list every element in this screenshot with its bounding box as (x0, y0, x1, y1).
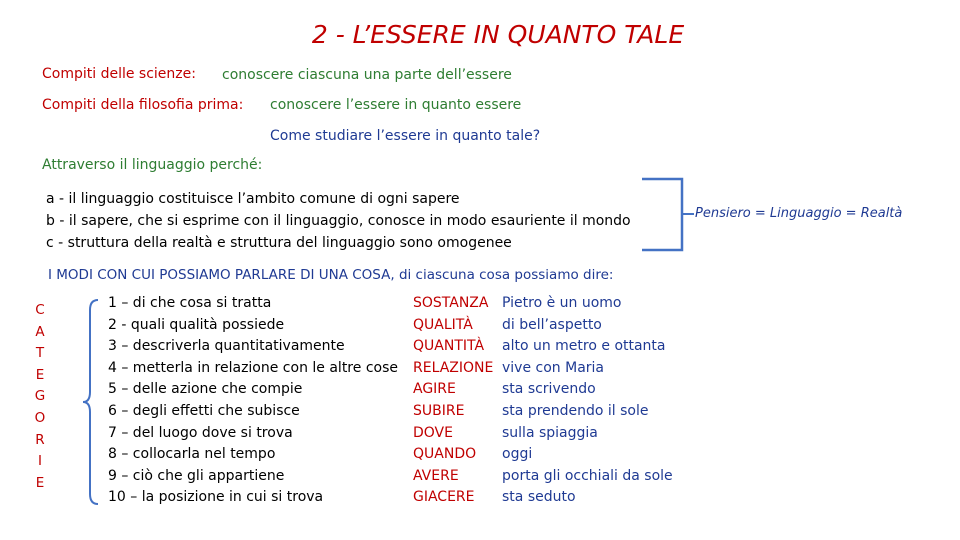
attraverso-text: Attraverso il linguaggio perché: (42, 157, 263, 173)
category-example: di bell’aspetto (502, 316, 602, 333)
category-description: 9 – ciò che gli appartiene (108, 467, 285, 484)
category-example: sta scrivendo (502, 381, 596, 398)
category-example: porta gli occhiali da sole (502, 467, 673, 484)
category-example: sta seduto (502, 489, 576, 506)
category-description: 4 – metterla in relazione con le altre cose (108, 359, 398, 376)
category-name: DOVE (413, 424, 453, 441)
equation-text: Pensiero = Linguaggio = Realtà (695, 206, 903, 221)
bracket-arrow (640, 176, 698, 254)
category-example: vive con Maria (502, 359, 604, 376)
reasons-list (46, 188, 631, 254)
filosofia-label: Compiti della filosofia prima: (42, 97, 244, 113)
category-example: Pietro è un uomo (502, 295, 622, 311)
category-description: 3 – descriverla quantitativamente (108, 338, 345, 355)
category-name: QUANDO (413, 446, 477, 463)
scienze-label: Compiti delle scienze: (42, 66, 196, 82)
category-description: 8 – collocarla nel tempo (108, 446, 276, 463)
categorie-letter: R (35, 431, 45, 448)
categorie-letter: C (35, 302, 45, 318)
category-example: sta prendendo il sole (502, 402, 649, 419)
page-title: 2 - L’ESSERE IN QUANTO TALE (311, 20, 685, 49)
category-name: AVERE (413, 467, 459, 484)
reason-b: b - il sapere, che si esprime con il linguaggio, conosce in modo esauriente il mondo (46, 213, 631, 229)
category-example: sulla spiaggia (502, 424, 598, 441)
category-examples (502, 293, 673, 509)
category-descriptions (108, 293, 398, 509)
category-names (413, 293, 493, 509)
category-name: QUANTITÀ (413, 338, 485, 355)
category-name: AGIRE (413, 381, 456, 398)
reason-c: c - struttura della realtà e struttura del linguaggio sono omogenee (46, 235, 512, 251)
categorie-letter: O (34, 409, 46, 426)
filosofia-text: conoscere l’essere in quanto essere (270, 97, 522, 113)
category-description: 2 - quali qualità possiede (108, 316, 285, 333)
category-name: SOSTANZA (413, 295, 489, 311)
categorie-letter: E (35, 474, 45, 491)
category-description: 6 – degli effetti che subisce (108, 402, 300, 419)
modi-header: I MODI CON CUI POSSIAMO PARLARE DI UNA COSA, di ciascuna cosa possiamo dire: (48, 267, 614, 283)
category-example: oggi (502, 446, 533, 463)
categorie-letter: T (35, 345, 45, 362)
categorie-letter: I (38, 453, 42, 470)
category-description: 7 – del luogo dove si trova (108, 424, 293, 441)
question-text: Come studiare l’essere in quanto tale? (270, 128, 541, 144)
category-name: GIACERE (413, 489, 475, 506)
reason-a: a - il linguaggio costituisce l’ambito comune di ogni sapere (46, 191, 460, 207)
category-description: 10 – la posizione in cui si trova (108, 489, 324, 506)
left-brace (80, 296, 104, 508)
scienze-text: conoscere ciascuna una parte dell’essere (222, 67, 512, 83)
categorie-letter: E (35, 366, 45, 383)
categorie-letter: A (35, 323, 45, 340)
category-name: SUBIRE (413, 402, 465, 419)
categorie-vertical (30, 302, 50, 496)
categorie-letter: G (34, 388, 46, 405)
category-description: 1 – di che cosa si tratta (108, 295, 272, 311)
category-name: QUALITÀ (413, 316, 473, 333)
category-description: 5 – delle azione che compie (108, 381, 303, 398)
category-example: alto un metro e ottanta (502, 338, 666, 355)
category-name: RELAZIONE (413, 359, 494, 376)
